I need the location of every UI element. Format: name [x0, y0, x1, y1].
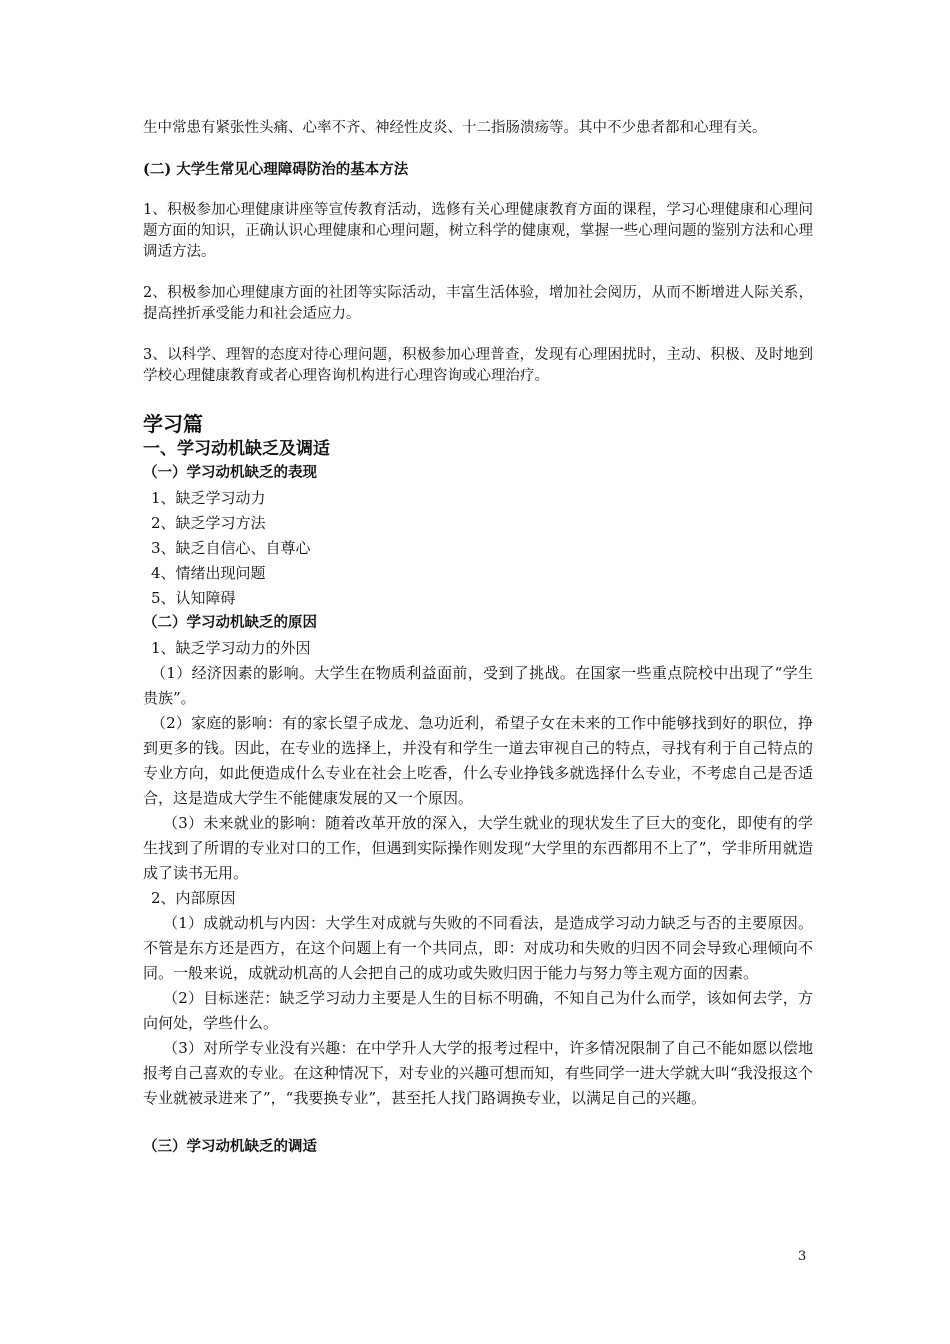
body-paragraph: （1）经济因素的影响。大学生在物质利益面前，受到了挑战。在国家一些重点院校中出现了“学生贵族”。: [143, 664, 813, 707]
paragraph-top: 生中常患有紧张性头痛、心率不齐、神经性皮炎、十二指肠溃疡等。其中不少患者都和心理有关。: [143, 120, 767, 136]
method-paragraph: 2、积极参加心理健康方面的社团等实际活动，丰富生活体验，增加社会阅历，从而不断增进人际关系，提高挫折承受能力和社会适应力。: [143, 285, 813, 322]
body-paragraph: （2）目标迷茫：缺乏学习动力主要是人生的目标不明确，不知自己为什么而学，该如何去学，方向何处，学些什么。: [143, 989, 813, 1032]
subsection-title: （一）学习动机缺乏的表现: [143, 465, 317, 481]
list-item: 4、情绪出现问题: [151, 564, 266, 582]
body-paragraph: （3）对所学专业没有兴趣：在中学升人大学的报考过程中，许多情况限制了自己不能如愿以偿地报考自己喜欢的专业。在这种情况下，对专业的兴趣可想而知，有些同学一进大学就大叫“我没报这个专业就被录进来了”，“我要换专业”，甚至托人找门路调换专业，以满足自己的兴趣。: [143, 1039, 813, 1107]
body-paragraph: （3）未来就业的影响：随着改革开放的深入，大学生就业的现状发生了巨大的变化，即使有的学生找到了所谓的专业对口的工作，但遇到实际操作则发现“大学里的东西都用不上了”，学非所用就造成了读书无用。: [143, 814, 813, 882]
chapter-title: 一、学习动机缺乏及调适: [143, 439, 330, 459]
list-item: 2、缺乏学习方法: [151, 514, 266, 532]
subsection-title: （三）学习动机缺乏的调适: [143, 1139, 317, 1155]
page-content: [143, 118, 813, 1160]
method-paragraph: 1、积极参加心理健康讲座等宣传教育活动，选修有关心理健康教育方面的课程，学习心理健康和心理问题方面的知识，正确认识心理健康和心理问题，树立科学的健康观，掌握一些心理问题的鉴别方法和心理调适方法。: [143, 202, 813, 260]
list-item: 1、缺乏学习动力的外因: [151, 639, 311, 657]
list-item: 2、内部原因: [151, 889, 236, 907]
subsection-title: （二）学习动机缺乏的原因: [143, 615, 317, 631]
body-paragraph: （1）成就动机与内因：大学生对成就与失败的不同看法，是造成学习动力缺乏与否的主要原因。不管是东方还是西方，在这个问题上有一个共同点，即：对成功和失败的归因不同会导致心理倾向不同。一般来说，成就动机高的人会把自己的成功或失败归因于能力与努力等主观方面的因素。: [143, 914, 813, 982]
body-paragraph: （2）家庭的影响：有的家长望子成龙、急功近利，希望子女在未来的工作中能够找到好的职位，挣到更多的钱。因此，在专业的选择上，并没有和学生一道去审视自己的特点，寻找有利于自己特点的专业方向，如此便造成什么专业在社会上吃香，什么专业挣钱多就选择什么专业，不考虑自己是否适合，这是造成大学生不能健康发展的又一个原因。: [143, 714, 813, 807]
part-title: 学习篇: [143, 412, 203, 436]
list-item: 1、缺乏学习动力: [151, 489, 266, 507]
list-item: 3、缺乏自信心、自尊心: [151, 539, 311, 557]
method-paragraph: 3、以科学、理智的态度对待心理问题，积极参加心理普查，发现有心理困扰时，主动、积极、及时地到学校心理健康教育或者心理咨询机构进行心理咨询或心理治疗。: [143, 347, 813, 384]
list-item: 5、认知障碍: [151, 589, 236, 607]
page-number: 3: [798, 1249, 807, 1264]
section-heading: (二) 大学生常见心理障碍防治的基本方法: [143, 161, 409, 178]
